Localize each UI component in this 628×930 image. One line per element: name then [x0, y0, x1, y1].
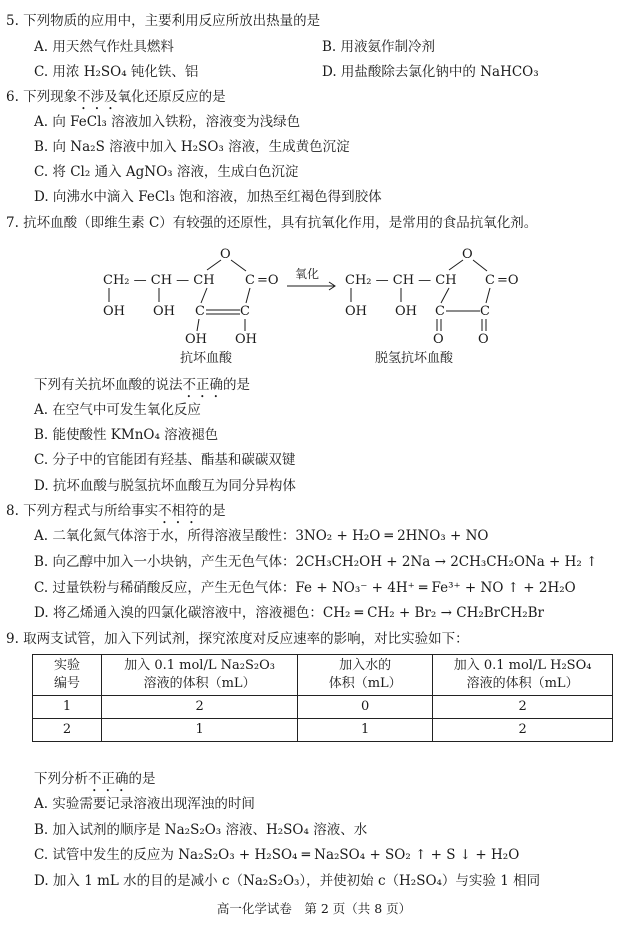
bond — [231, 260, 246, 271]
q8-stem — [6, 502, 226, 527]
q5-option-c: C. 用浓 H₂SO₄ 钝化铁、铝 — [34, 64, 199, 80]
bond — [197, 319, 199, 331]
q9-sub-pre: 下列分析 — [34, 771, 88, 787]
q7-sub-emphasis: 不正确 — [182, 377, 223, 393]
table-cell: 1 — [102, 719, 298, 742]
right-c-carbonyl: C — [485, 273, 495, 288]
table-cell: 2 — [102, 696, 298, 719]
q7-sub-stem — [34, 376, 250, 401]
right-o-2: O — [478, 332, 489, 347]
left-c-carbonyl: C — [245, 273, 255, 288]
q8-option-d: D. 将乙烯通入溴的四氯化碳溶液中，溶液褪色：CH₂ ═ CH₂ + Br₂ → CH₂BrCH₂Br — [34, 605, 545, 621]
q5-option-a: A. 用天然气作灶具燃料 — [34, 39, 174, 55]
q9-sub-post: 的是 — [128, 771, 156, 787]
bond — [449, 260, 463, 270]
right-oh-2: OH — [395, 304, 417, 319]
left-c-2: C — [240, 304, 250, 319]
table-header-row — [33, 655, 613, 696]
bond — [246, 288, 250, 303]
vitamin-c-oxidation-diagram — [95, 240, 535, 370]
left-oh-2: OH — [153, 304, 175, 319]
q7-sub-pre: 下列有关抗坏血酸的说法 — [34, 377, 183, 393]
right-carbonyl-o: =O — [497, 273, 519, 288]
left-carbonyl-o: =O — [257, 273, 279, 288]
q9-stem: 9. 取两支试管，加入下列试剂，探究浓度对反应速率的影响，对比实验如下： — [6, 631, 469, 647]
bond — [486, 288, 490, 303]
q6-option-c: C. 将 Cl₂ 通入 AgNO₃ 溶液，生成白色沉淀 — [34, 164, 299, 180]
right-o-1: O — [433, 332, 444, 347]
q8-option-a: A. 二氧化氮气体溶于水，所得溶液呈酸性：3NO₂ + H₂O ═ 2HNO₃ + NO — [34, 528, 489, 544]
right-ring-o: O — [462, 247, 473, 262]
q8-stem-pre: 8. 下列方程式与所给事实 — [6, 503, 159, 519]
q6-stem-pre: 6. 下列现象 — [6, 89, 78, 105]
table-header-cell: 加入 0.1 mol/L Na₂S₂O₃ 溶液的体积（mL） — [102, 655, 298, 696]
table-row — [33, 719, 613, 742]
arrow-label: 氧化 — [295, 267, 320, 281]
right-c-3: C — [435, 304, 445, 319]
left-oh-3: OH — [185, 332, 207, 347]
left-chain: CH₂ — CH — CH — [103, 273, 215, 288]
q9-sub-stem — [34, 770, 156, 795]
bond — [207, 260, 221, 270]
right-c-2: C — [480, 304, 490, 319]
left-oh-1: OH — [103, 304, 125, 319]
q8-option-b: B. 向乙醇中加入一小块钠，产生无色气体：2CH₃CH₂OH + 2Na → 2CH₃CH₂ONa + H₂ ↑ — [34, 554, 598, 570]
table-row — [33, 696, 613, 719]
q5-option-d: D. 用盐酸除去氯化钠中的 NaHCO₃ — [322, 64, 539, 80]
bond — [473, 260, 487, 271]
q5-option-b: B. 用液氨作制冷剂 — [322, 39, 436, 55]
q9-sub-emphasis: 不正确 — [88, 771, 129, 787]
q6-option-d: D. 向沸水中滴入 FeCl₃ 饱和溶液，加热至红褐色得到胶体 — [34, 189, 382, 205]
q6-stem-post: 氧化还原反应的是 — [117, 89, 226, 105]
q8-option-c: C. 过量铁粉与稀硝酸反应，产生无色气体：Fe + NO₃⁻ + 4H⁺ ═ Fe³⁺ + NO ↑ + 2H₂O — [34, 580, 576, 596]
q7-sub-post: 的是 — [223, 377, 250, 393]
left-c-3: C — [195, 304, 205, 319]
q9-option-c: C. 试管中发生的反应为 Na₂S₂O₃ + H₂SO₄ ═ Na₂SO₄ + SO₂ ↑ + S ↓ + H₂O — [34, 847, 520, 863]
left-ring-o: O — [220, 247, 231, 262]
table-header-cell: 加入水的 体积（mL） — [298, 655, 433, 696]
q8-stem-post: 的是 — [198, 503, 226, 519]
q7-option-c: C. 分子中的官能团有羟基、酯基和碳碳双键 — [34, 452, 296, 468]
q9-option-b: B. 加入试剂的顺序是 Na₂S₂O₃ 溶液、H₂SO₄ 溶液、水 — [34, 822, 368, 838]
right-chain: CH₂ — CH — CH — [345, 273, 457, 288]
table-cell: 0 — [298, 696, 433, 719]
left-molecule-name: 抗坏血酸 — [180, 351, 233, 366]
q9-option-d: D. 加入 1 mL 水的目的是减小 c（Na₂S₂O₃），并使初始 c（H₂SO₄）与实验 1 相同 — [34, 873, 541, 889]
right-molecule-name: 脱氢抗坏血酸 — [375, 351, 454, 366]
q6-stem — [6, 88, 226, 113]
page-footer: 高一化学试卷 第 2 页（共 8 页） — [216, 901, 412, 916]
table-cell: 1 — [33, 696, 102, 719]
table-cell: 2 — [433, 696, 613, 719]
q7-stem: 7. 抗坏血酸（即维生素 C）有较强的还原性，具有抗氧化作用，是常用的食品抗氧化剂。 — [6, 215, 538, 231]
q8-stem-emphasis: 不相符 — [158, 503, 199, 519]
table-header-cell: 加入 0.1 mol/L H₂SO₄ 溶液的体积（mL） — [433, 655, 613, 696]
table-cell: 2 — [33, 719, 102, 742]
q6-option-b: B. 向 Na₂S 溶液中加入 H₂SO₃ 溶液，生成黄色沉淀 — [34, 139, 350, 155]
q9-option-a: A. 实验需要记录溶液出现浑浊的时间 — [34, 796, 255, 812]
table-cell: 1 — [298, 719, 433, 742]
left-oh-4: OH — [235, 332, 257, 347]
experiment-table — [32, 654, 613, 742]
q6-stem-emphasis: 不涉及 — [77, 89, 118, 105]
q5-stem: 5. 下列物质的应用中，主要利用反应所放出热量的是 — [6, 13, 321, 29]
q6-option-a: A. 向 FeCl₃ 溶液加入铁粉，溶液变为浅绿色 — [34, 114, 301, 130]
bond — [441, 288, 449, 303]
q7-option-a: A. 在空气中可发生氧化反应 — [34, 402, 201, 418]
right-oh-1: OH — [345, 304, 367, 319]
q7-option-b: B. 能使酸性 KMnO₄ 溶液褪色 — [34, 427, 219, 443]
bond — [201, 288, 207, 303]
q7-option-d: D. 抗坏血酸与脱氢抗坏血酸互为同分异构体 — [34, 478, 296, 494]
table-header-cell: 实验 编号 — [33, 655, 102, 696]
table-cell: 2 — [433, 719, 613, 742]
